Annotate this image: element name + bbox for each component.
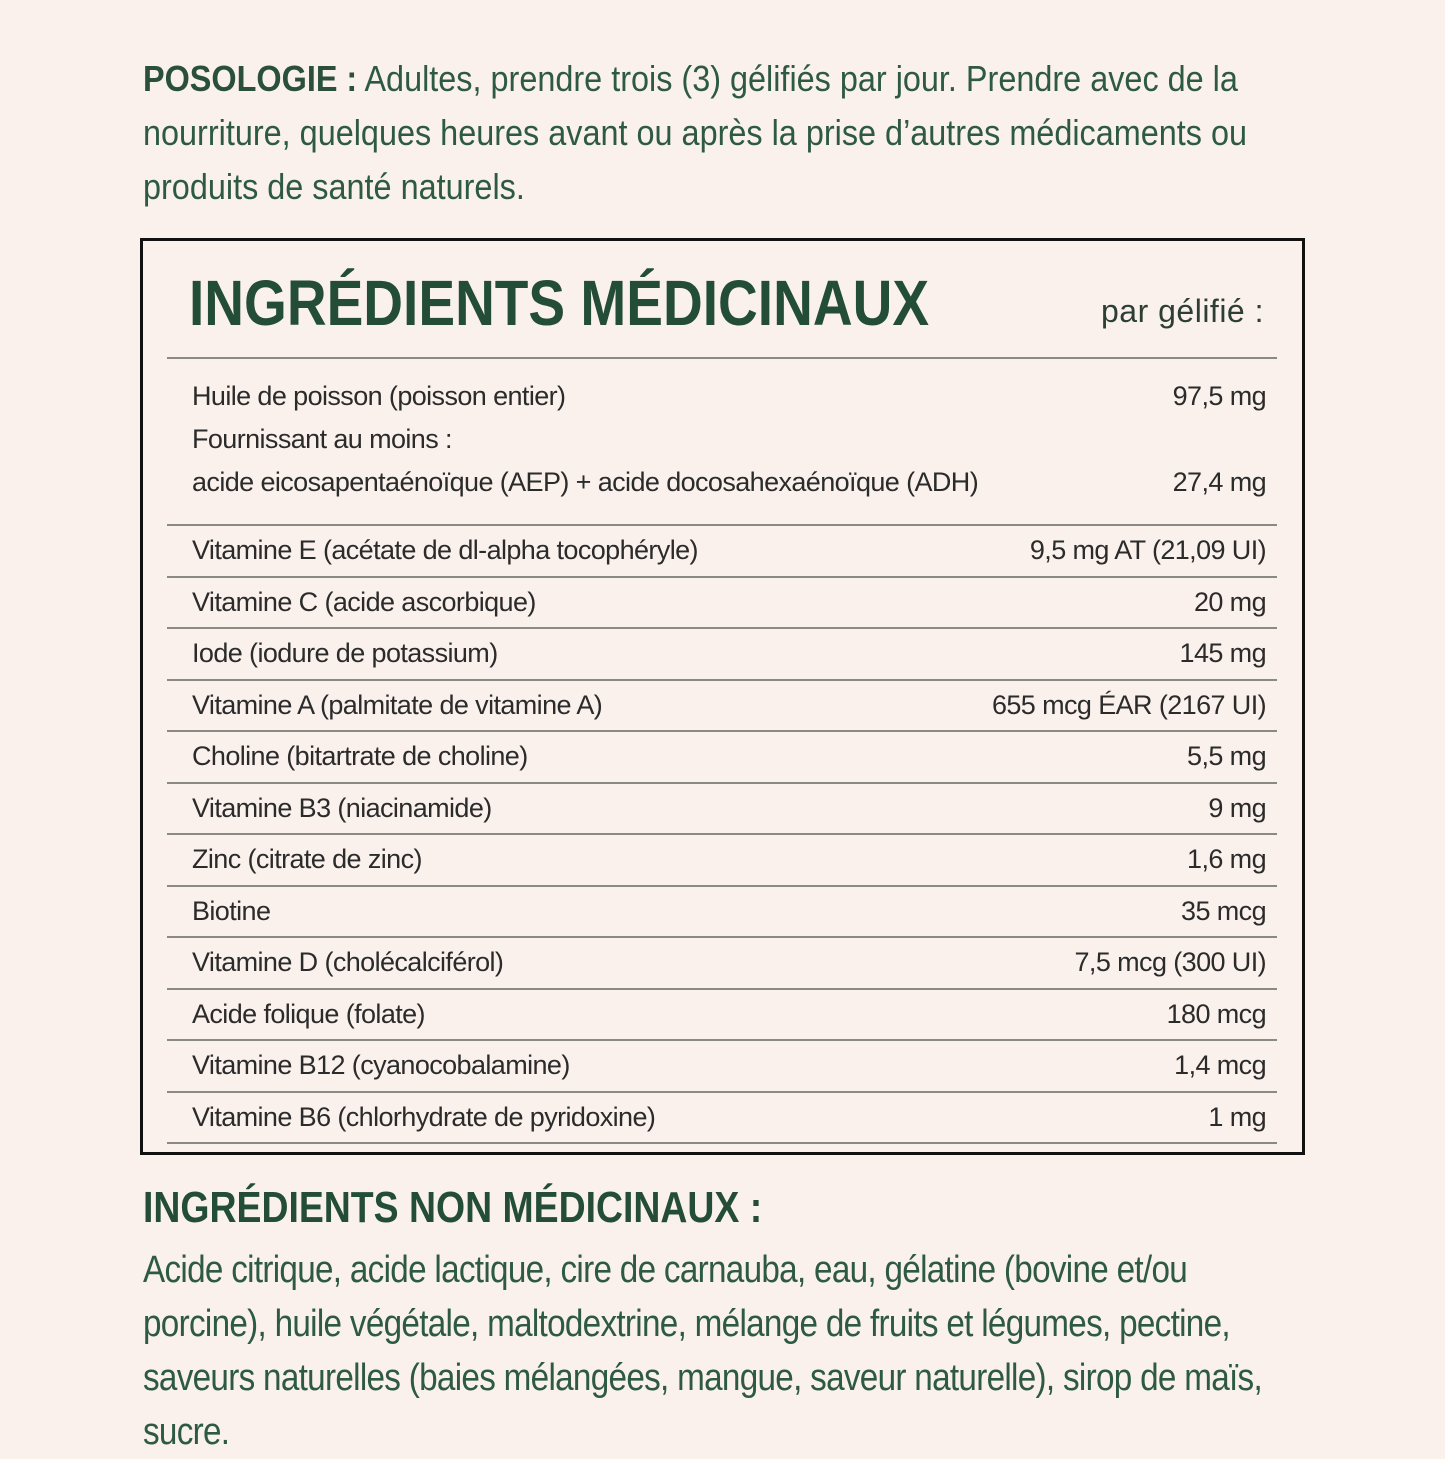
providing-label: Fournissant au moins : (192, 424, 452, 454)
non-medicinal-ingredients-text: Acide citrique, acide lactique, cire de carnauba, eau, gélatine (bovine et/ou porcine), huile végétale, maltodextrine, mélange de fruits et légumes, pectine, saveurs naturelles (baies mélangées, mangue, saveur naturelle), sirop de maïs, sucre. (143, 1249, 1263, 1453)
ingredient-amount: 9,5 mg AT (21,09 UI) (1029, 535, 1266, 566)
dosage-paragraph (143, 52, 1313, 214)
medicinal-ingredients-title: INGRÉDIENTS MÉDICINAUX (189, 267, 930, 339)
ingredient-amount: 35 mcg (1181, 895, 1266, 926)
dosage-text: Adultes, prendre trois (3) gélifiés par jour. Prendre avec de la nourriture, quelques heures avant ou après la prise d’autres médicaments ou produits de santé naturels. (143, 58, 1248, 207)
table-row (167, 578, 1277, 630)
table-row (167, 629, 1277, 681)
ingredient-amount: 145 mg (1179, 638, 1266, 669)
table-row (167, 732, 1277, 784)
table-row (167, 938, 1277, 990)
ingredient-amount: 20 mg (1193, 586, 1266, 617)
table-row (167, 1041, 1277, 1093)
ingredient-name: Choline (bitartrate de choline) (192, 741, 528, 772)
ingredient-name: Vitamine B6 (chlorhydrate de pyridoxine) (192, 1101, 656, 1132)
ingredient-name: Iode (iodure de potassium) (192, 638, 498, 669)
ingredient-name: Vitamine A (palmitate de vitamine A) (192, 689, 603, 720)
ingredient-amount: 7,5 mcg (300 UI) (1074, 947, 1266, 978)
ingredient-amount: 180 mcg (1166, 998, 1266, 1029)
ingredient-amount: 9 mg (1208, 792, 1266, 823)
ingredient-amount: 1,4 mcg (1174, 1050, 1266, 1081)
ingredient-amount: 655 mcg ÉAR (2167 UI) (991, 689, 1266, 720)
ingredient-name: Vitamine E (acétate de dl-alpha tocophéryle) (192, 535, 698, 566)
ingredient-sub-amount: 27,4 mg (1172, 467, 1266, 497)
non-medicinal-ingredients-title: INGRÉDIENTS NON MÉDICINAUX : (143, 1183, 763, 1232)
table-row (167, 784, 1277, 836)
table-row (167, 1093, 1277, 1145)
dosage-label: POSOLOGIE : (143, 58, 358, 99)
ingredient-name: Vitamine D (cholécalciférol) (192, 947, 504, 978)
table-row-fish-oil (167, 375, 1277, 526)
ingredient-name: Zinc (citrate de zinc) (192, 844, 422, 875)
ingredient-name: Biotine (192, 895, 271, 926)
ingredient-amount: 1 mg (1208, 1101, 1266, 1132)
ingredients-table (167, 357, 1277, 1144)
table-row (167, 681, 1277, 733)
ingredient-sub-name: acide eicosapentaénoïque (AEP) + acide docosahexaénoïque (ADH) (192, 467, 979, 497)
ingredient-amount: 1,6 mg (1187, 844, 1266, 875)
ingredient-name: Vitamine C (acide ascorbique) (192, 586, 536, 617)
ingredient-amount: 5,5 mg (1187, 741, 1266, 772)
ingredient-name: Vitamine B3 (niacinamide) (192, 792, 492, 823)
medicinal-ingredients-panel (140, 238, 1305, 1155)
ingredient-name: Vitamine B12 (cyanocobalamine) (192, 1050, 570, 1081)
ingredient-amount: 97,5 mg (1172, 381, 1266, 411)
table-row (167, 887, 1277, 939)
ingredient-name: Acide folique (folate) (192, 998, 425, 1029)
table-row (167, 990, 1277, 1042)
table-row (167, 526, 1277, 578)
per-unit-label: par gélifié : (1100, 293, 1264, 329)
ingredient-name: Huile de poisson (poisson entier) (192, 381, 566, 411)
table-row (167, 835, 1277, 887)
